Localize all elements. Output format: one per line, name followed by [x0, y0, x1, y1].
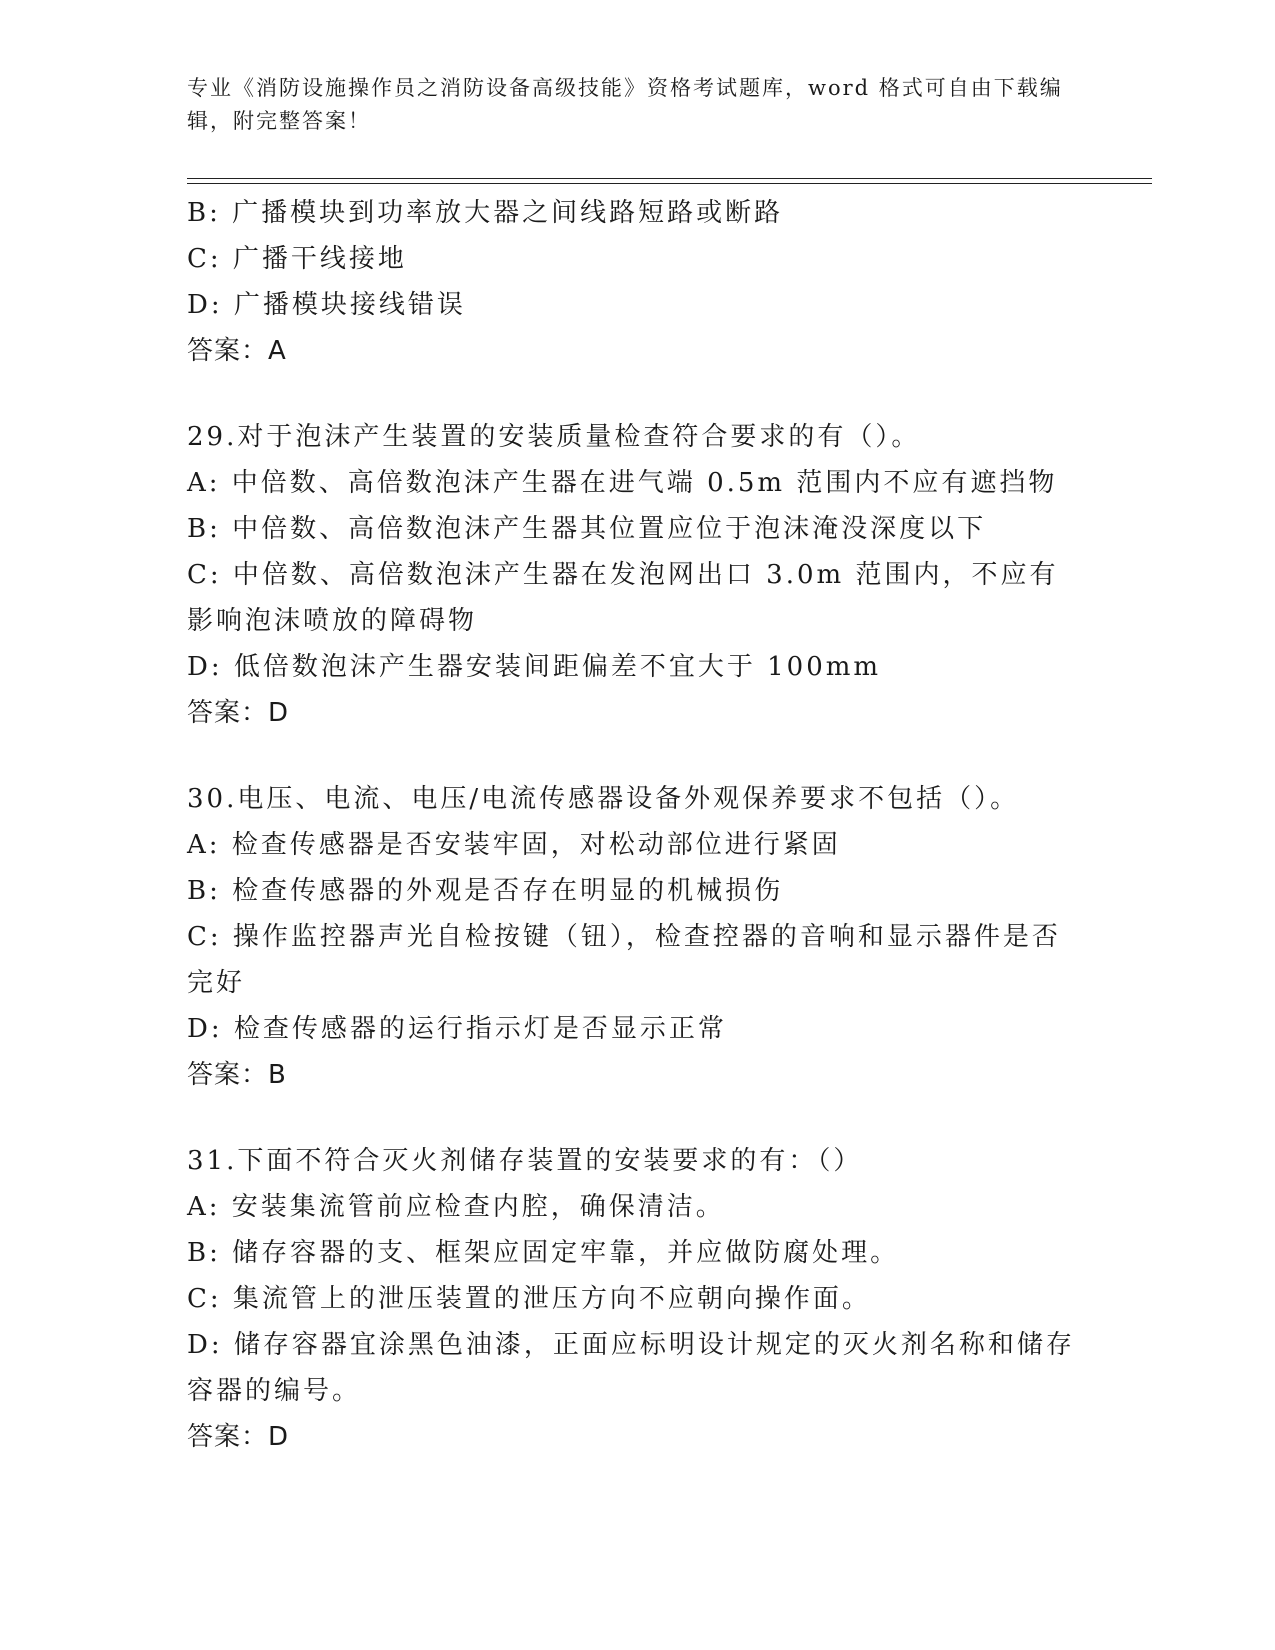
option-line: A: 安装集流管前应检查内腔，确保清洁。: [187, 1192, 725, 1222]
option-line: B: 广播模块到功率放大器之间线路短路或断路: [187, 198, 784, 228]
option-line: D: 检查传感器的运行指示灯是否显示正常: [187, 1014, 727, 1044]
option-line: A: 中倍数、高倍数泡沫产生器在进气端 0.5m 范围内不应有遮挡物: [187, 468, 1058, 498]
option-line: B: 储存容器的支、框架应固定牢靠，并应做防腐处理。: [187, 1238, 900, 1268]
answer-line: 答案：A: [187, 336, 287, 366]
question-content: [187, 190, 1087, 1460]
document-header: 专业《消防设施操作员之消防设备高级技能》资格考试题库，word 格式可自由下载编辑，附完整答案！: [187, 76, 1063, 133]
answer-line: 答案：D: [187, 698, 290, 728]
option-line: A: 检查传感器是否安装牢固，对松动部位进行紧固: [187, 830, 841, 860]
option-line: C: 广播干线接地: [187, 244, 407, 274]
question-31: [187, 1138, 1087, 1460]
option-line: B: 检查传感器的外观是否存在明显的机械损伤: [187, 876, 784, 906]
question-29: [187, 414, 1087, 736]
question-30: [187, 776, 1087, 1098]
option-line: D: 低倍数泡沫产生器安装间距偏差不宜大于 100mm: [187, 652, 882, 682]
answer-line: 答案：B: [187, 1060, 287, 1090]
option-line: C: 操作监控器声光自检按键（钮），检查控器的音响和显示器件是否完好: [187, 922, 1061, 998]
answer-line: 答案：D: [187, 1422, 290, 1452]
header-rule-bottom: [187, 183, 1152, 184]
option-line: C: 集流管上的泄压装置的泄压方向不应朝向操作面。: [187, 1284, 871, 1314]
question-title: 30.电压、电流、电压/电流传感器设备外观保养要求不包括（）。: [187, 784, 1020, 814]
question-title: 29.对于泡沫产生装置的安装质量检查符合要求的有（）。: [187, 422, 921, 452]
option-line: B: 中倍数、高倍数泡沫产生器其位置应位于泡沫淹没深度以下: [187, 514, 987, 544]
option-line: D: 广播模块接线错误: [187, 290, 466, 320]
option-line: D: 储存容器宜涂黑色油漆，正面应标明设计规定的灭火剂名称和储存容器的编号。: [187, 1330, 1075, 1406]
question-title: 31.下面不符合灭火剂储存装置的安装要求的有：（）: [187, 1146, 863, 1176]
header-rule-top: [187, 178, 1152, 179]
option-line: C: 中倍数、高倍数泡沫产生器在发泡网出口 3.0m 范围内，不应有影响泡沫喷放的障碍物: [187, 560, 1059, 636]
prev-question-block: [187, 190, 1087, 374]
